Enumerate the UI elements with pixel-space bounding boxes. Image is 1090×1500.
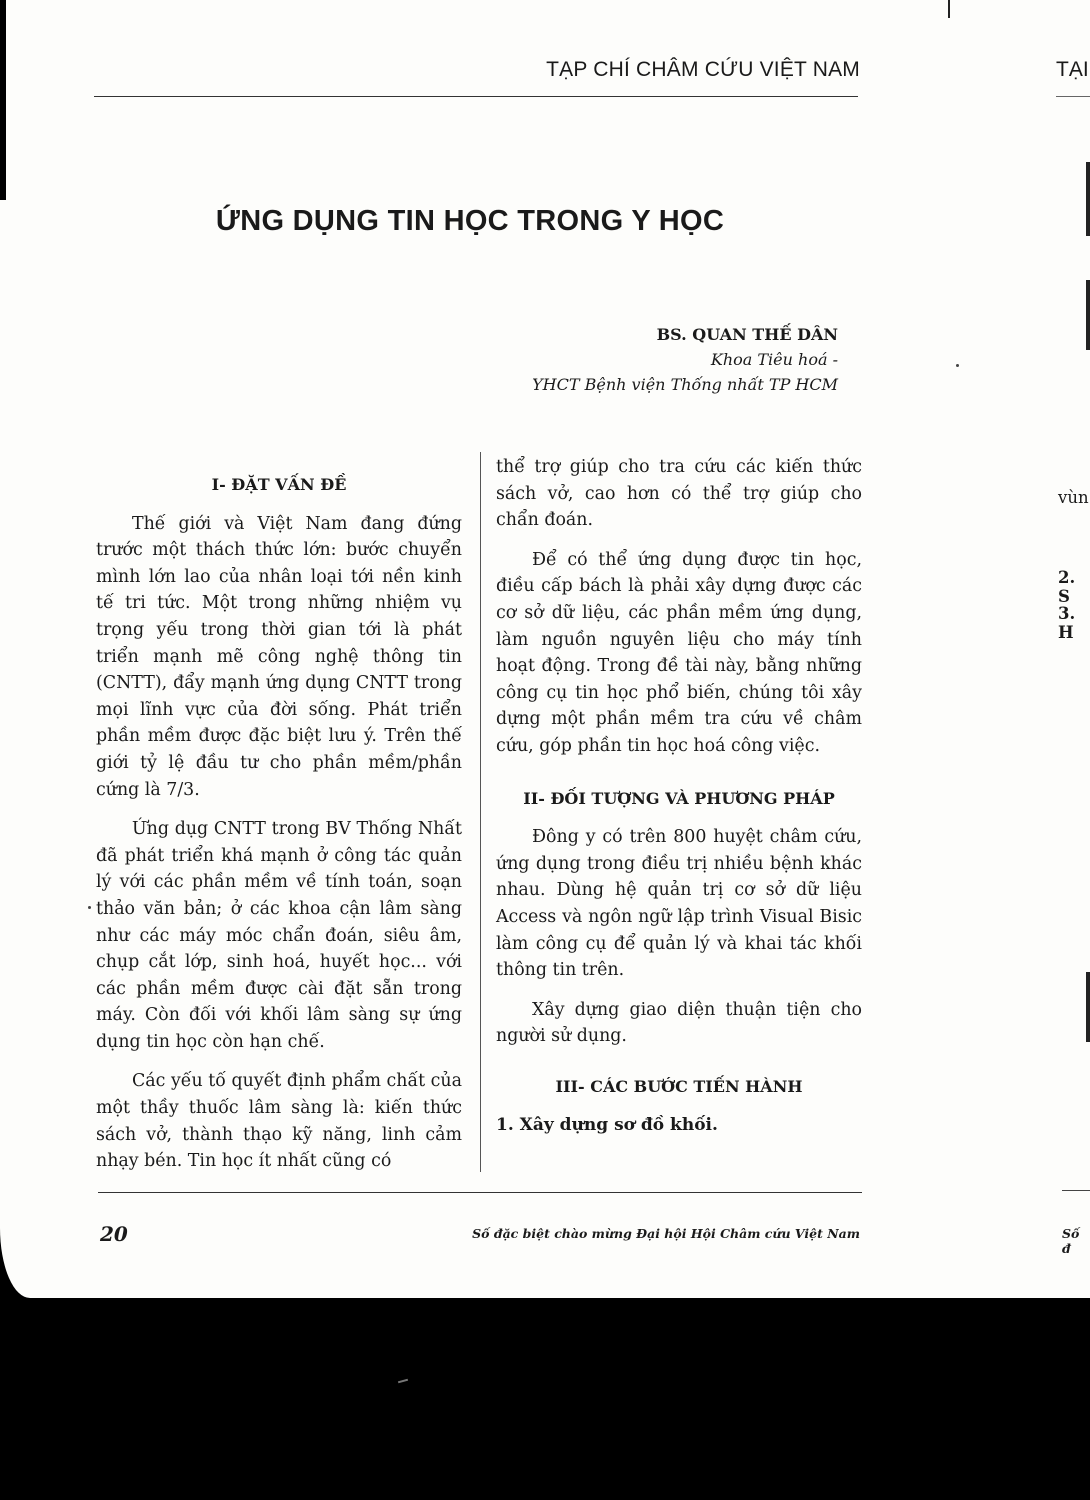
author-name: BS. QUAN THẾ DÂN <box>656 325 838 344</box>
paragraph: Để có thể ứng dụng được tin học, điều cấp bách là phải xây dựng được các cơ sở dữ liệu, các phần mềm ứng dụng, làm nguồn nguyên liệu cho máy tính hoạt động. Trong đề tài này, bằng những công cụ tin học phổ biến, chúng tôi xây dựng một phần mềm tra cứu về châm cứu, góp phần tin học hoá công việc. <box>496 549 862 756</box>
footer-rule <box>98 1192 862 1193</box>
header-rule <box>94 96 858 97</box>
journal-header: TẠP CHÍ CHÂM CỨU VIỆT NAM <box>546 58 860 81</box>
next-page-footer-rule <box>1062 1190 1090 1191</box>
left-column <box>96 472 462 1188</box>
author-affiliation-1: Khoa Tiêu hoá - <box>710 350 838 369</box>
scan-speck <box>88 906 91 909</box>
next-page-header-rule <box>1056 96 1090 97</box>
paragraph: Các yếu tố quyết định phẩm chất của một thầy thuốc lâm sàng là: kiến thức sách vở, thành thạo kỹ năng, linh cảm nhạy bén. Tin học ít nhất cũng có <box>96 1071 462 1172</box>
scan-speck <box>398 1379 408 1384</box>
next-page-text: vùn <box>1058 488 1089 507</box>
right-column <box>496 454 862 1139</box>
next-page-box-edge <box>1086 162 1090 236</box>
next-page-box-edge <box>1086 972 1090 1042</box>
article-title: ỨNG DỤNG TIN HỌC TRONG Y HỌC <box>215 205 725 237</box>
scan-speck <box>956 364 959 367</box>
next-page-header: TẠI <box>1056 58 1089 81</box>
next-page-item-3: 3. H <box>1058 604 1076 642</box>
paragraph: thể trợ giúp cho tra cứu các kiến thức sách vở, cao hơn có thể trợ giúp cho chẩn đoán. <box>496 457 862 531</box>
binding-edge <box>0 0 6 200</box>
section-heading-1: I- ĐẶT VẤN ĐỀ <box>211 475 347 494</box>
paragraph: Xây dựng giao diện thuận tiện cho người sử dụng. <box>496 999 862 1047</box>
next-page-box-edge <box>1086 280 1090 350</box>
subsection-heading: 1. Xây dựng sơ đồ khối. <box>496 1115 718 1136</box>
paragraph: Đông y có trên 800 huyệt châm cứu, ứng dụng trong điều trị nhiều bệnh khác nhau. Dùng hệ quản trị cơ sở dữ liệu Access và ngôn ngữ lập trình Visual Bisic làm công cụ để quản lý và khai tác khối thông tin trên. <box>496 827 862 981</box>
author-affiliation-2: YHCT Bệnh viện Thống nhất TP HCM <box>532 375 838 394</box>
column-divider <box>480 452 481 1172</box>
next-page-footer: Số đ <box>1062 1226 1080 1256</box>
section-heading-2: II- ĐỐI TƯỢNG VÀ PHƯƠNG PHÁP <box>523 788 835 808</box>
next-page-item-2: 2. S <box>1058 568 1076 606</box>
paragraph: Thế giới và Việt Nam đang đứng trước một thách thức lớn: bước chuyển mình lớn lao của nhân loại tới nền kinh tế tri tức. Một trong những nhiệm vụ trọng yếu trong thời gian tới là phát triển mạnh mẽ công nghệ thông tin (CNTT), đẩy mạnh ứng dụng CNTT trong mọi lĩnh vực của đời sống. Phát triển phần mềm được đặc biệt lưu ý. Trên thế giới tỷ lệ đầu tư cho phần mềm/phần cứng là 7/3. <box>96 513 462 800</box>
footer-note: Số đặc biệt chào mừng Đại hội Hội Châm cứu Việt Nam <box>472 1226 860 1241</box>
scan-mark <box>948 0 950 18</box>
page-number: 20 <box>100 1222 128 1246</box>
section-heading-3: III- CÁC BƯỚC TIẾN HÀNH <box>555 1076 803 1096</box>
paragraph: Ứng dụg CNTT trong BV Thống Nhất đã phát triển khá mạnh ở công tác quản lý với các phần mềm về tính toán, soạn thảo văn bản; ở các khoa cận lâm sàng như các máy móc chẩn đoán, siêu âm, chụp cắt lớp, sinh hoá, huyết học... với các phần mềm được cài đặt sẵn trong máy. Còn đối với khối lâm sàng sự ứng dụng tin học còn hạn chế. <box>96 819 462 1052</box>
author-block <box>480 322 838 397</box>
